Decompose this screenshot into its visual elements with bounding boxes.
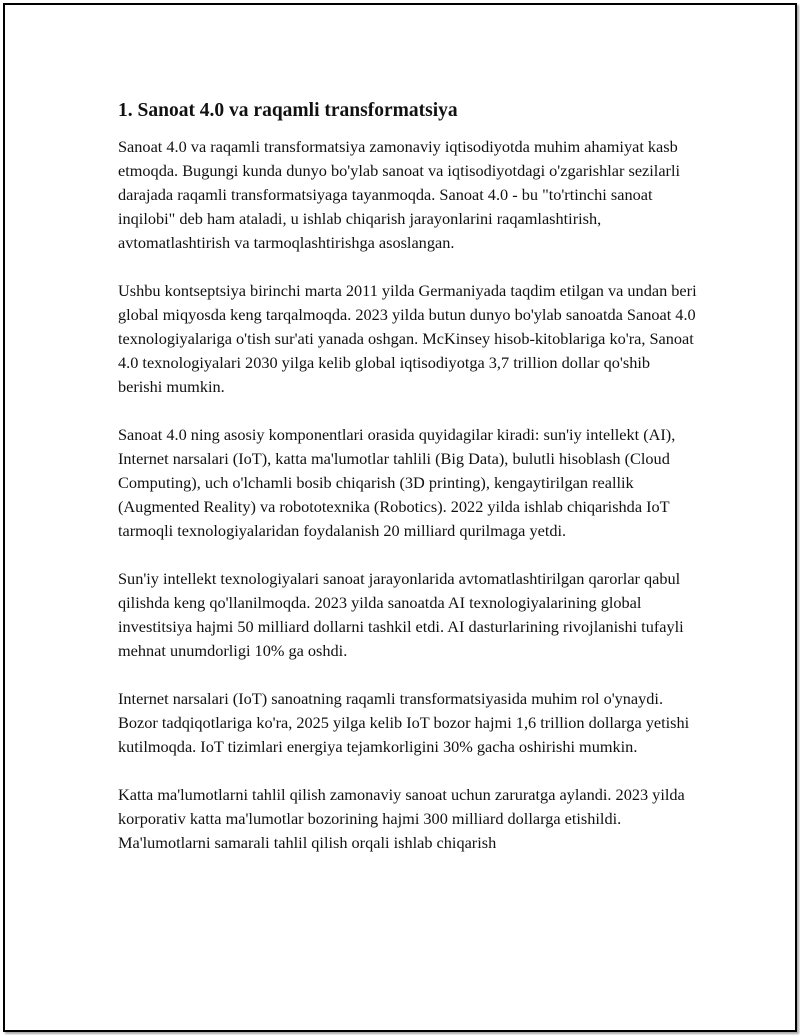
paragraph: Ushbu kontseptsiya birinchi marta 2011 yilda Germaniyada taqdim etilgan va undan beri global miqyosda keng tarqalmoqda. 2023 yilda butun dunyo bo'ylab sanoatda Sanoat 4.0 texnologiyalariga o'tish sur'ati yanada oshgan. McKinsey hisob-kitoblariga ko'ra, Sanoat 4.0 texnologiyalari 2030 yilga kelib global iqtisodiyotga 3,7 trillion dollar qo'shib berishi mumkin. bbox=[118, 281, 697, 396]
paragraph: Katta ma'lumotlarni tahlil qilish zamonaviy sanoat uchun zaruratga aylandi. 2023 yilda korporativ katta ma'lumotlar bozorining hajmi 300 milliard dollarga etishildi. Ma'lumotlarni samarali tahlil qilish orqali ishlab chiqarish bbox=[118, 785, 685, 852]
document-page bbox=[3, 3, 797, 1032]
paragraph: Internet narsalari (IoT) sanoatning raqamli transformatsiyasida muhim rol o'ynaydi. Bozor tadqiqotlariga ko'ra, 2025 yilga kelib IoT bozor hajmi 1,6 trillion dollarga yetishi kutilmoqda. IoT tizimlari energiya tejamkorligini 30% gacha oshirishi mumkin. bbox=[118, 689, 690, 756]
section-heading: 1. Sanoat 4.0 va raqamli transformatsiya bbox=[118, 100, 458, 121]
paragraph: Sanoat 4.0 va raqamli transformatsiya zamonaviy iqtisodiyotda muhim ahamiyat kasb etmoqda. Bugungi kunda dunyo bo'ylab sanoat va iqtisodiyotdagi o'zgarishlar sezilarli darajada raqamli transformatsiyaga tayanmoqda. Sanoat 4.0 - bu "to'rtinchi sanoat inqilobi" deb ham ataladi, u ishlab chiqarish jarayonlarini raqamlashtirish, avtomatlashtirish va tarmoqlashtirishga asoslangan. bbox=[118, 137, 681, 252]
paragraph: Sun'iy intellekt texnologiyalari sanoat jarayonlarida avtomatlashtirilgan qarorlar qabul qilishda keng qo'llanilmoqda. 2023 yilda sanoatda AI texnologiyalarining global investitsiya hajmi 50 milliard dollarni tashkil etdi. AI dasturlarining rivojlanishi tufayli mehnat unumdorligi 10% ga oshdi. bbox=[118, 569, 684, 660]
document-body bbox=[118, 97, 698, 879]
paragraph: Sanoat 4.0 ning asosiy komponentlari orasida quyidagilar kiradi: sun'iy intellekt (AI), Internet narsalari (IoT), katta ma'lumotlar tahlili (Big Data), bulutli hisoblash (Cloud Computing), uch o'lchamli bosib chiqarish (3D printing), kengaytirilgan reallik (Augmented Reality) va robototexnika (Robotics). 2022 yilda ishlab chiqarishda IoT tarmoqli texnologiyalaridan foydalanish 20 milliard qurilmaga yetdi. bbox=[118, 425, 676, 540]
